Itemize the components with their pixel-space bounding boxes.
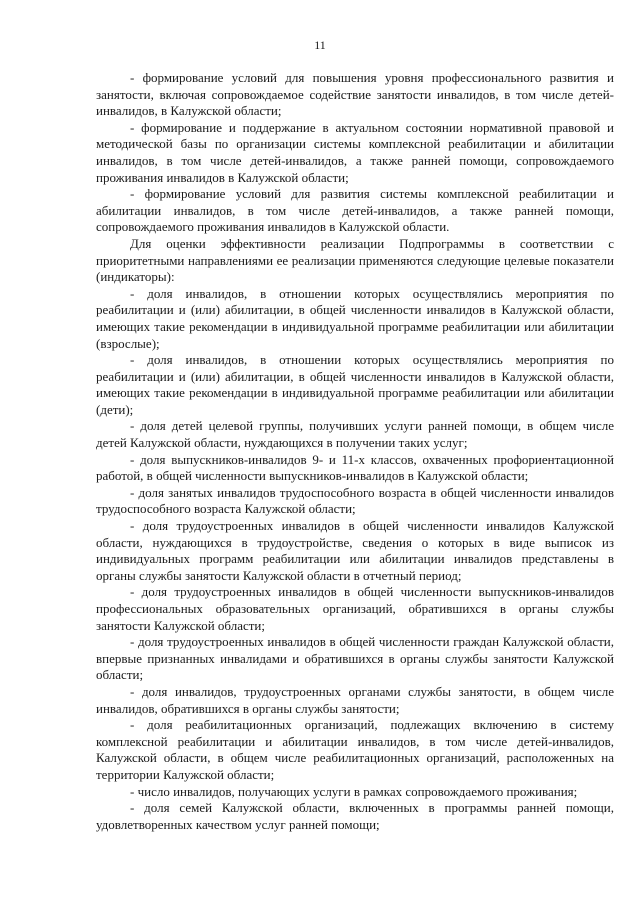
paragraph: - доля инвалидов, в отношении которых осуществлялись мероприятия по реабилитации и (или) абилитации, в общей численности инвалидов в Калужской области, имеющих такие рекомендации в индивидуальной программе реабилитации или абилитации (дети); [96,352,614,417]
paragraph: - формирование и поддержание в актуальном состоянии нормативной правовой и методической базы по организации системы комплексной реабилитации и абилитации инвалидов, в том числе детей-инвалидов, а также ранней помощи, сопровождаемого проживания инвалидов в Калужской области; [96,119,614,185]
paragraph: - доля трудоустроенных инвалидов в общей численности граждан Калужской области, впервые признанных инвалидами и обратившихся в органы службы занятости Калужской области; [96,634,614,683]
paragraph: - формирование условий для развития системы комплексной реабилитации и абилитации инвалидов, в том числе детей-инвалидов, а также ранней помощи, сопровождаемого проживания инвалидов в Калужской области. [96,186,614,235]
paragraph: Для оценки эффективности реализации Подпрограммы в соответствии с приоритетными направлениями ее реализации применяются следующие целевые показатели (индикаторы): [96,235,614,285]
paragraph: - число инвалидов, получающих услуги в рамках сопровождаемого проживания; [130,783,578,799]
paragraph: - доля инвалидов, в отношении которых осуществлялись мероприятия по реабилитации и (или) абилитации, в общей численности инвалидов в Калужской области, имеющих такие рекомендации в индивидуальной программе реабилитации или абилитации (взрослые); [96,285,614,351]
paragraph: - доля занятых инвалидов трудоспособного возраста в общей численности инвалидов трудоспособного возраста Калужской области; [96,484,614,517]
paragraph: - доля трудоустроенных инвалидов в общей численности выпускников-инвалидов профессиональных образовательных организаций, обратившихся в органы службы занятости Калужской области; [96,584,614,633]
paragraph: - доля выпускников-инвалидов 9- и 11-х классов, охваченных профориентационной работой, в общей численности выпускников-инвалидов в Калужской области; [96,451,614,484]
paragraph: - доля инвалидов, трудоустроенных органами службы занятости, в общем числе инвалидов, обратившихся в органы службы занятости; [96,683,614,716]
document-body [96,70,614,833]
paragraph: - доля трудоустроенных инвалидов в общей численности инвалидов Калужской области, нуждающихся в трудоустройстве, сведения о которых в виде выписок из индивидуальных программ реабилитации или абилитации инвалидов представлены в органы службы занятости Калужской области в отчетный период; [96,518,614,583]
paragraph: - доля семей Калужской области, включенных в программы ранней помощи, удовлетворенных качеством услуг ранней помощи; [96,800,614,832]
page-number: 11 [314,38,326,52]
paragraph: - доля реабилитационных организаций, подлежащих включению в систему комплексной реабилитации и абилитации инвалидов, в том числе детей-инвалидов, Калужской области, в общем числе реабилитационных организаций, расположенных на территории Калужской области; [96,717,614,782]
paragraph: - доля детей целевой группы, получивших услуги ранней помощи, в общем числе детей Калужской области, нуждающихся в получении таких услуг; [96,418,614,451]
paragraph: - формирование условий для повышения уровня профессионального развития и занятости, включая сопровождаемое содействие занятости инвалидов, в том числе детей-инвалидов, в Калужской области; [96,70,614,119]
